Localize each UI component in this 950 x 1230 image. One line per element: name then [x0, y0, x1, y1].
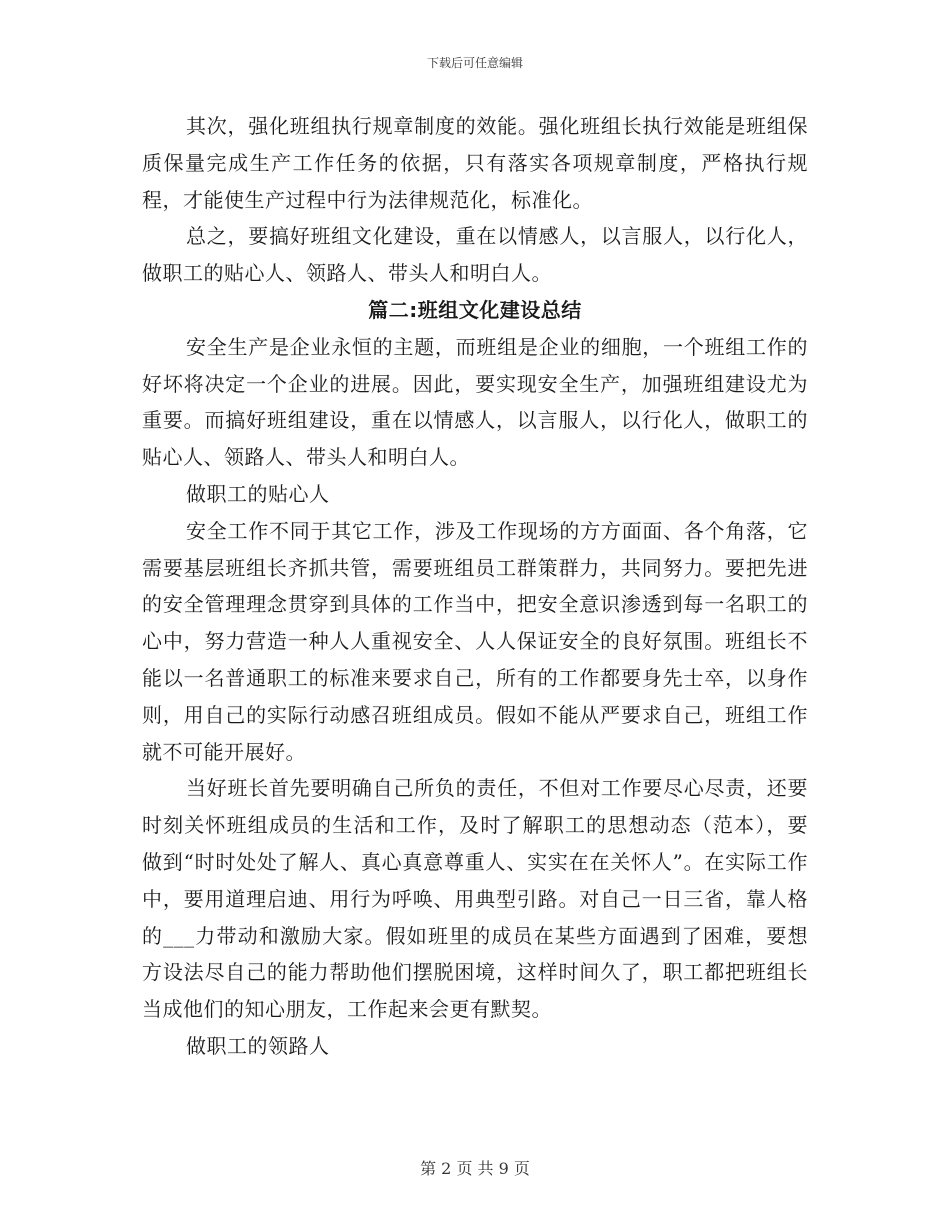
- paragraph: 当好班长首先要明确自己所负的责任，不但对工作要尽心尽责，还要时刻关怀班组成员的生活和工作，及时了解职工的思想动态（范本），要做到“时时处处了解人、真心真意尊重人、实实在在关怀人”。在实际工作中，要用道理启迪、用行为呼唤、用典型引路。对自己一日三省，靠人格的___力带动和激励大家。假如班里的成员在某些方面遇到了困难，要想方设法尽自己的能力帮助他们摆脱困境，这样时间久了，职工都把班组长当成他们的知心朋友，工作起来会更有默契。: [142, 776, 808, 1022]
- page-number: 第 2 页 共 9 页: [420, 1159, 530, 1178]
- header-note: 下载后可任意编辑: [426, 56, 523, 70]
- subheading: 做职工的贴心人: [186, 481, 330, 506]
- section-title: 篇二:班组文化建设总结: [368, 297, 582, 322]
- paragraph: 安全工作不同于其它工作，涉及工作现场的方方面面、各个角落，它需要基层班组长齐抓共管，需要班组员工群策群力，共同努力。要把先进的安全管理理念贯穿到具体的工作当中，把安全意识渗透到每一名职工的心中，努力营造一种人人重视安全、人人保证安全的良好氛围。班组长不能以一名普通职工的标准来要求自己，所有的工作都要身先士卒，以身作则，用自己的实际行动感召班组成员。假如不能从严要求自己，班组工作就不可能开展好。: [142, 518, 808, 764]
- paragraph: 其次，强化班组执行规章制度的效能。强化班组长执行效能是班组保质保量完成生产工作任务的依据，只有落实各项规章制度，严格执行规程，才能使生产过程中行为法律规范化，标准化。: [142, 114, 808, 212]
- paragraph: 安全生产是企业永恒的主题，而班组是企业的细胞，一个班组工作的好坏将决定一个企业的进展。因此，要实现安全生产，加强班组建设尤为重要。而搞好班组建设，重在以情感人，以言服人，以行化人，做职工的贴心人、领路人、带头人和明白人。: [142, 334, 808, 470]
- paragraph: 总之，要搞好班组文化建设，重在以情感人，以言服人，以行化人，做职工的贴心人、领路人、带头人和明白人。: [142, 224, 808, 286]
- subheading: 做职工的领路人: [186, 1033, 330, 1058]
- document-body: [142, 108, 808, 1065]
